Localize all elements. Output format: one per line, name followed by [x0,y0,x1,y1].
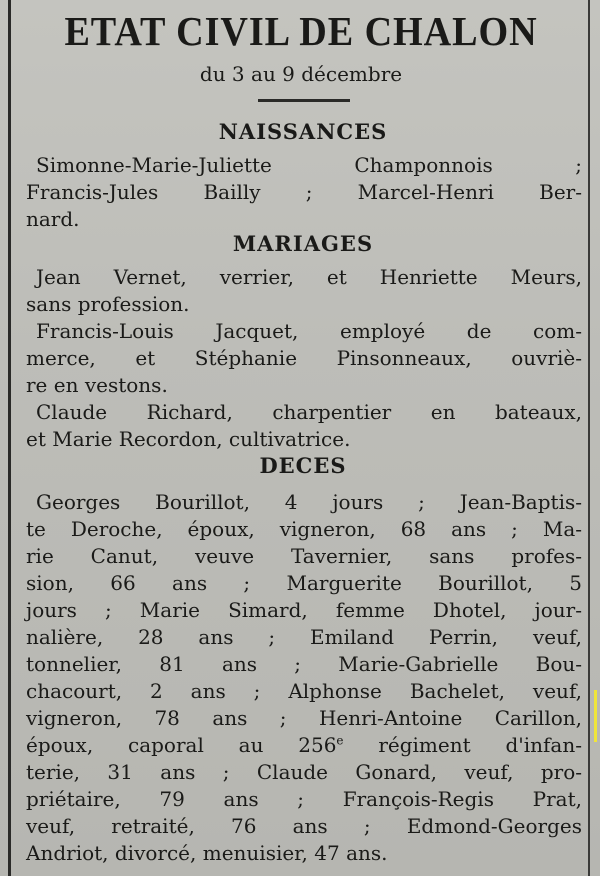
heading-deces: DECES [259,453,347,478]
text-line: Georges Bourillot, 4 jours ; Jean-Baptis- [36,490,582,514]
text-fragment: régiment d'infan- [343,733,582,757]
text-line: veuf, retraité, 76 ans ; Edmond-Georges [26,814,582,838]
text-line: Francis-Louis Jacquet, employé de com- [36,319,582,343]
ordinal-superscript: e [336,733,344,748]
text-line: jours ; Marie Simard, femme Dhotel, jour- [26,598,582,622]
date-range-subtitle: du 3 au 9 décembre [199,62,403,86]
text-line: nard. [26,207,80,231]
heading-mariages: MARIAGES [232,231,374,256]
text-line: merce, et Stéphanie Pinsonneaux, ouvriè- [26,346,582,370]
text-line: vigneron, 78 ans ; Henri-Antoine Carillon, [26,706,582,730]
title-divider [258,99,350,102]
text-line: rie Canut, veuve Tavernier, sans profes- [26,544,582,568]
text-line: Francis-Jules Bailly ; Marcel-Henri Ber- [26,180,582,204]
heading-naissances: NAISSANCES [218,119,388,144]
text-line: terie, 31 ans ; Claude Gonard, veuf, pro- [26,760,582,784]
text-line: Claude Richard, charpentier en bateaux, [36,400,582,424]
text-line: sion, 66 ans ; Marguerite Bourillot, 5 [26,571,582,595]
text-line: te Deroche, époux, vigneron, 68 ans ; Ma- [26,517,582,541]
text-fragment: époux, caporal au 256 [26,733,337,757]
text-line: tonnelier, 81 ans ; Marie-Gabrielle Bou- [26,652,582,676]
text-line: et Marie Recordon, cultivatrice. [26,427,351,451]
column-rule-left [8,0,11,876]
text-line: chacourt, 2 ans ; Alphonse Bachelet, veuf, [26,679,582,703]
text-line: re en vestons. [26,373,168,397]
highlighter-mark [594,690,597,742]
page-title: ETAT CIVIL DE CHALON [64,8,538,54]
text-line: priétaire, 79 ans ; François-Regis Prat, [26,787,582,811]
text-line: sans profession. [26,292,190,316]
text-line: Jean Vernet, verrier, et Henriette Meurs, [36,265,582,289]
text-line: Andriot, divorcé, menuisier, 47 ans. [26,841,388,865]
column-rule-right [588,0,590,876]
text-line [26,732,582,758]
text-line: nalière, 28 ans ; Emiland Perrin, veuf, [26,625,582,649]
text-line: Simonne-Marie-Juliette Champonnois ; [36,153,582,177]
